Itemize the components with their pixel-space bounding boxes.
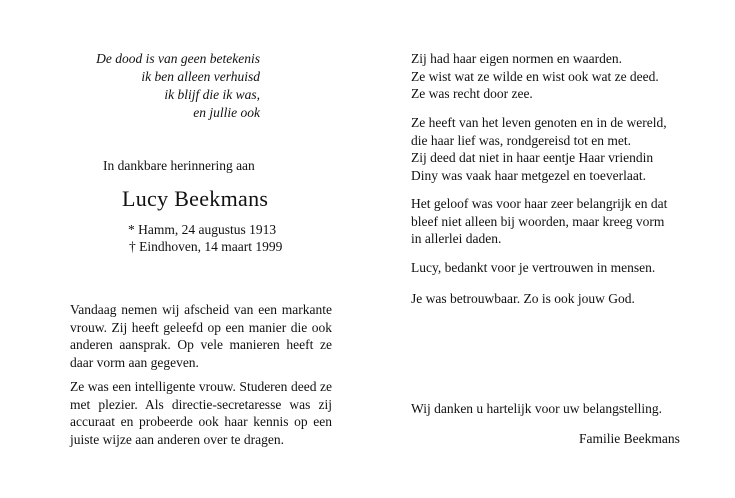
- text-block-travel: [411, 114, 701, 184]
- text-line: bleef niet alleen bij woorden, maar kreeg vorm: [411, 213, 665, 229]
- text-line: Zij deed dat niet in haar eentje Haar vriendin: [411, 150, 654, 165]
- text-line: Het geloof was voor haar zeer belangrijk en dat: [411, 196, 668, 211]
- text-block-faith: [411, 195, 701, 248]
- text-line: Wij danken u hartelijk voor uw belangstelling.: [411, 401, 663, 416]
- thanks-note: [411, 400, 701, 418]
- remembrance-heading: In dankbare herinnering aan: [103, 158, 255, 173]
- text-line: Lucy, bedankt voor je vertrouwen in mensen.: [411, 260, 656, 275]
- text-line: die haar lief was, rondgereisd tot en met.: [411, 132, 632, 148]
- text-line: in allerlei daden.: [411, 231, 502, 246]
- poem: [60, 50, 260, 122]
- poem-line: De dood is van geen betekenis: [96, 51, 260, 66]
- text-block-values: [411, 50, 701, 103]
- text-line: Diny was vaak haar metgezel en toeverlaat.: [411, 167, 647, 183]
- poem-line: ik ben alleen verhuisd: [141, 69, 260, 84]
- text-line: Ze heeft van het leven genoten en in de wereld,: [411, 115, 667, 130]
- death-info: † Eindhoven, 14 maart 1999: [129, 239, 283, 254]
- text-block-reliable: [411, 290, 701, 308]
- deceased-name: Lucy Beekmans: [122, 186, 269, 211]
- paragraph-career: Ze was een intelligente vrouw. Studeren deed ze met plezier. Als directie-secretaresse was zij accuraat en probeerde ook haar kennis op een juiste wijze aan anderen over te dragen.: [70, 379, 332, 447]
- poem-line: ik blijf die ik was,: [164, 87, 260, 102]
- family-signature: Familie Beekmans: [579, 431, 680, 446]
- paragraph-farewell: Vandaag nemen wij afscheid van een markante vrouw. Zij heeft geleefd op een manier die ook anderen aansprak. Op vele manieren heeft ze daar vorm aan gegeven.: [70, 302, 332, 370]
- text-block-trust: [411, 259, 701, 277]
- text-line: Ze was recht door zee.: [411, 86, 533, 101]
- text-line: Zij had haar eigen normen en waarden.: [411, 51, 623, 66]
- text-line: Ze wist wat ze wilde en wist ook wat ze deed.: [411, 68, 659, 84]
- birth-info: * Hamm, 24 augustus 1913: [128, 222, 277, 237]
- poem-line: en jullie ook: [193, 105, 260, 120]
- text-line: Je was betrouwbaar. Zo is ook jouw God.: [411, 291, 635, 306]
- right-panel: [368, 0, 735, 498]
